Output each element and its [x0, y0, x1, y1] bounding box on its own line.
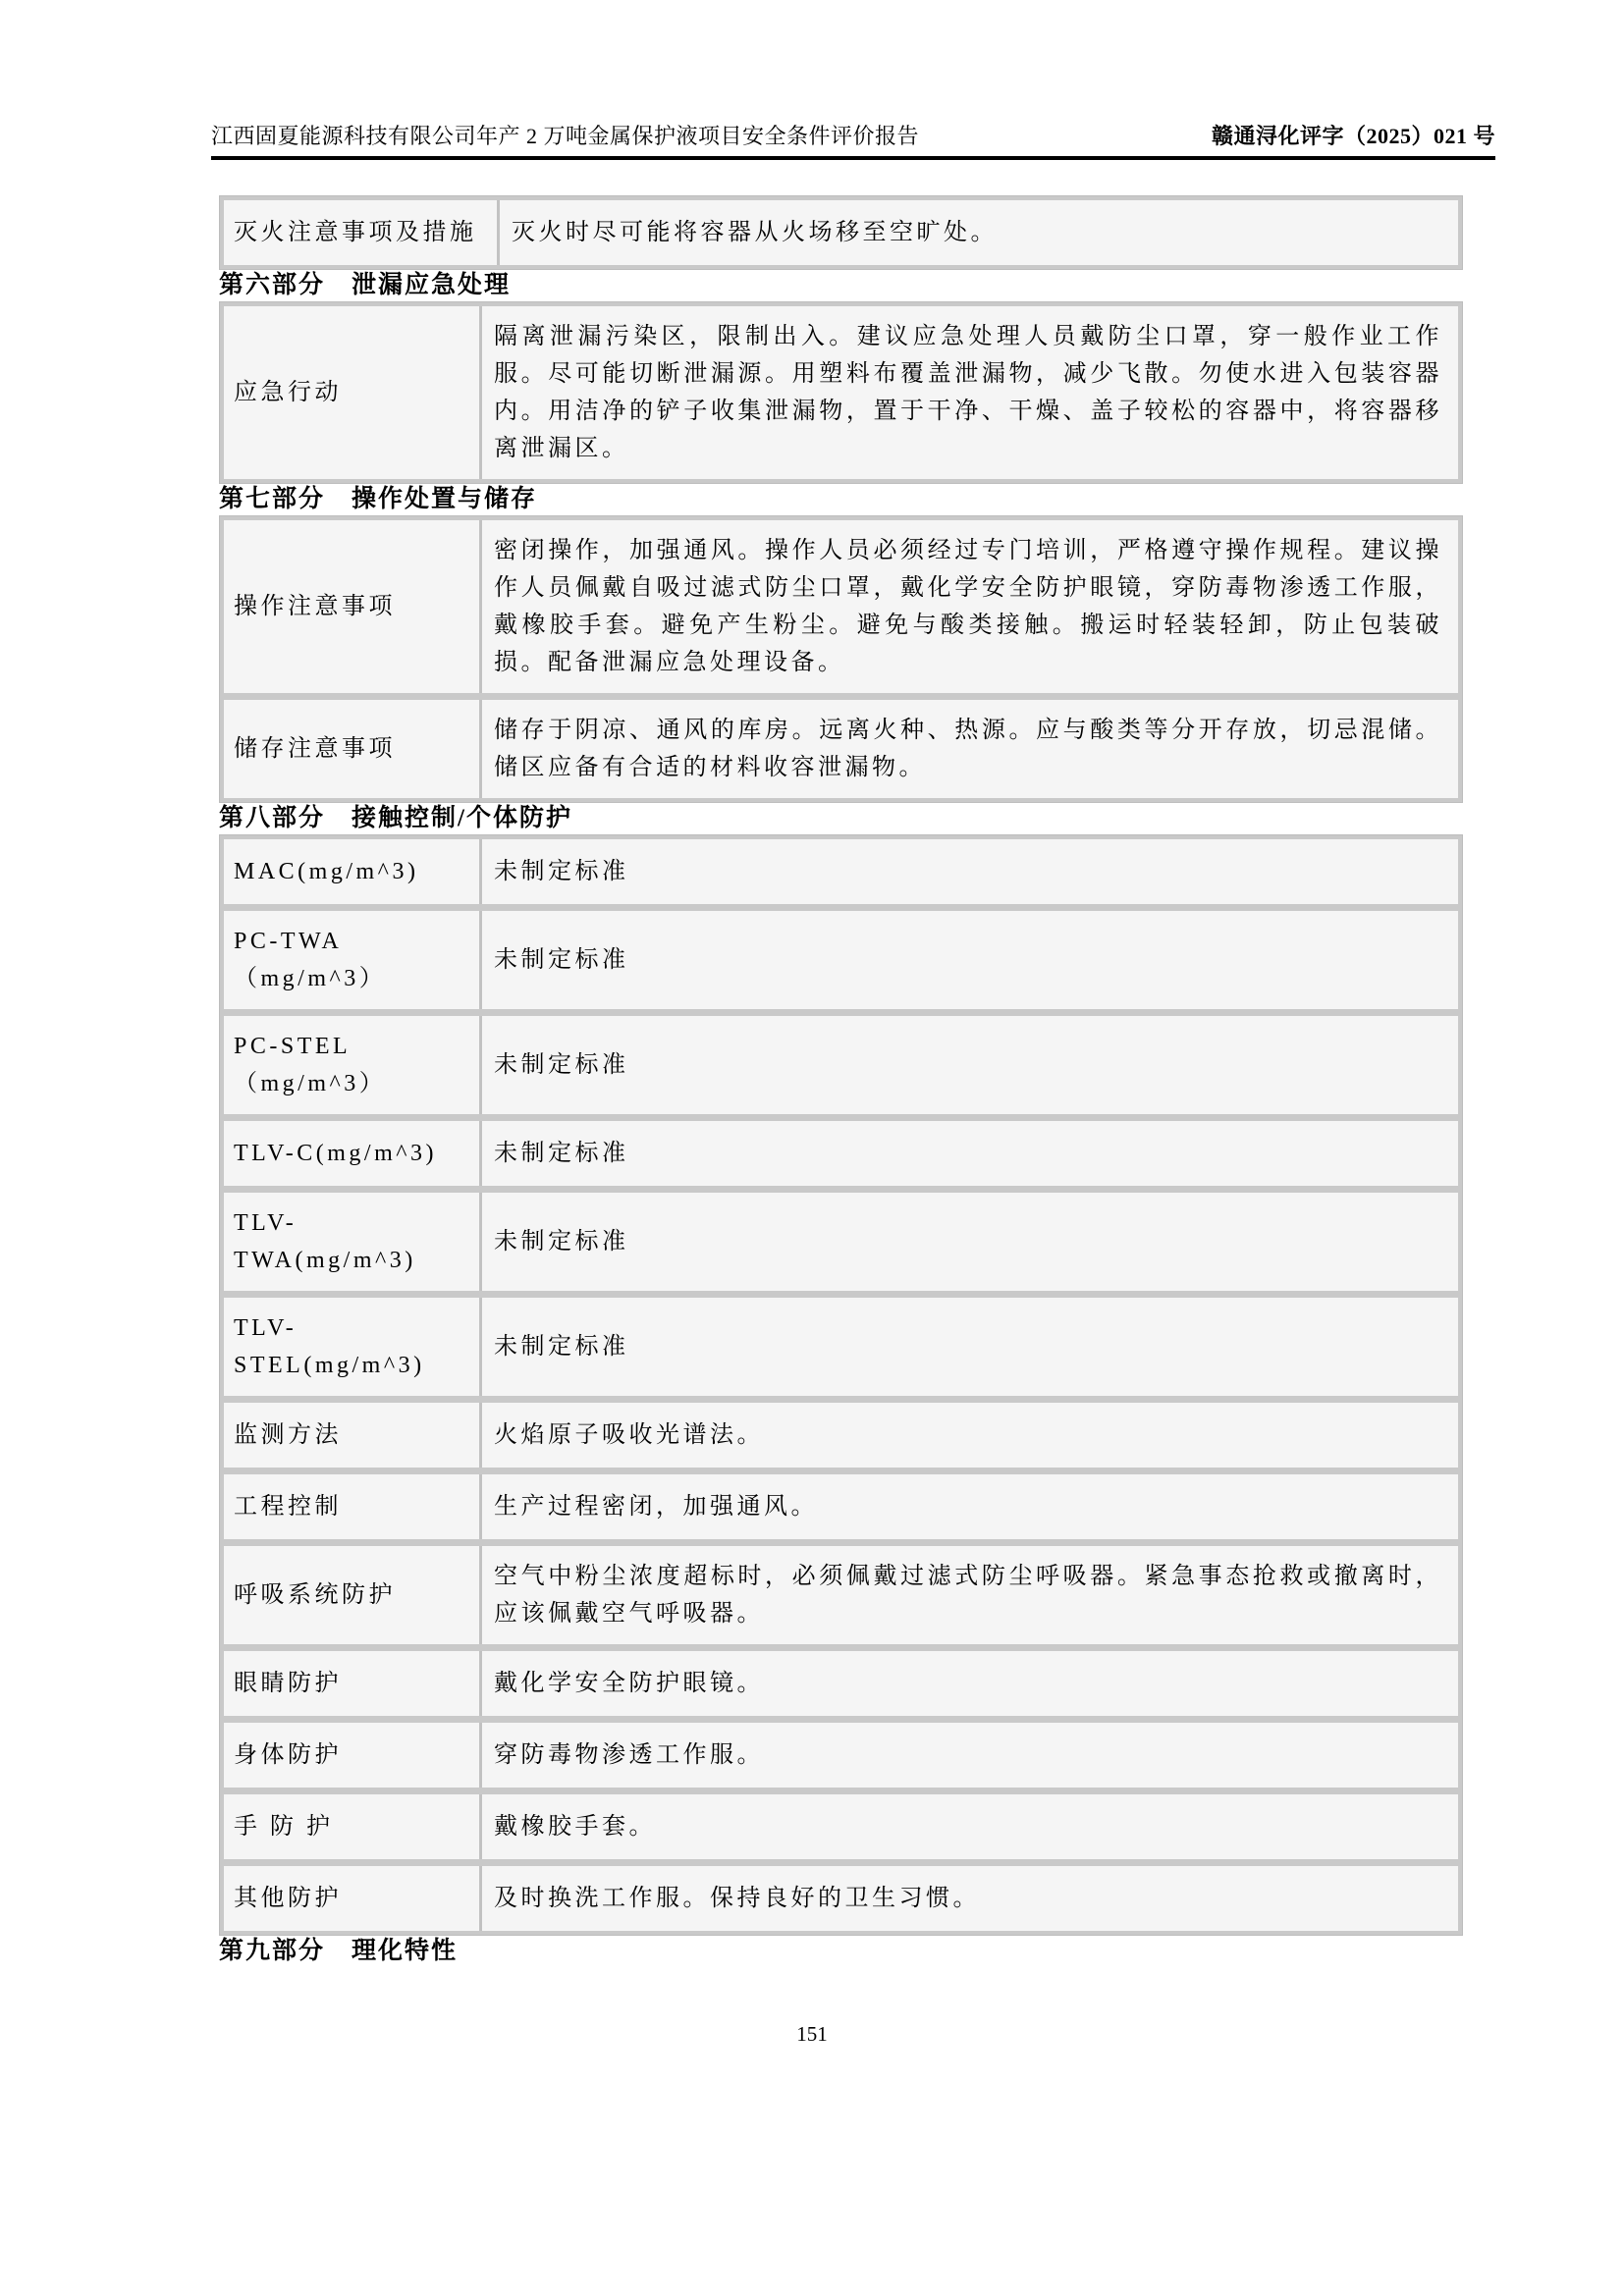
row-label: 其他防护: [224, 1866, 482, 1931]
row-label: 工程控制: [224, 1474, 482, 1539]
header-report-title: 江西固夏能源科技有限公司年产 2 万吨金属保护液项目安全条件评价报告: [211, 124, 920, 148]
table-row: [224, 1403, 1458, 1468]
table-row: [224, 1651, 1458, 1716]
row-value: 隔离泄漏污染区，限制出入。建议应急处理人员戴防尘口罩，穿一般作业工作服。尽可能切断泄漏源。用塑料布覆盖泄漏物，减少飞散。勿使水进入包装容器内。用洁净的铲子收集泄漏物，置于干净、干燥、盖子较松的容器中，将容器移离泄漏区。: [494, 324, 1442, 461]
row-value: 火焰原子吸收光谱法。: [494, 1422, 764, 1448]
row-value: 未制定标准: [494, 1334, 629, 1360]
table-row: [224, 1866, 1458, 1931]
row-value: 戴橡胶手套。: [494, 1814, 656, 1840]
table-row: [224, 1794, 1458, 1859]
table-row: [224, 1546, 1458, 1644]
row-value: 储存于阴凉、通风的库房。远离火种、热源。应与酸类等分开存放，切忌混储。储区应备有合适的材料收容泄漏物。: [494, 718, 1442, 780]
section-title-handling-storage: 第七部分 操作处置与储存: [219, 486, 538, 512]
page-header: [211, 0, 1495, 160]
table-row: [224, 520, 1458, 693]
row-label: TLV-TWA(mg/m^3): [224, 1193, 482, 1291]
row-value: 穿防毒物渗透工作服。: [494, 1742, 764, 1768]
table-row: [224, 306, 1458, 479]
table-row: [224, 911, 1458, 1009]
row-value: 未制定标准: [494, 859, 629, 884]
row-label: 眼睛防护: [224, 1651, 482, 1716]
row-value: 及时换洗工作服。保持良好的卫生习惯。: [494, 1886, 980, 1911]
row-label: 应急行动: [224, 306, 482, 479]
section-title-leak-emergency: 第六部分 泄漏应急处理: [219, 272, 512, 298]
row-value: 未制定标准: [494, 1229, 629, 1255]
row-label: 身体防护: [224, 1723, 482, 1788]
table-row: [224, 1016, 1458, 1114]
row-label: 操作注意事项: [224, 520, 482, 693]
row-value: 生产过程密闭，加强通风。: [494, 1494, 818, 1520]
row-value: 灭火时尽可能将容器从火场移至空旷处。: [512, 220, 998, 245]
row-value: 未制定标准: [494, 1141, 629, 1166]
row-label: TLV-C(mg/m^3): [224, 1121, 482, 1186]
leak-emergency-table: [219, 301, 1463, 484]
table-row: [224, 700, 1458, 798]
row-value: 未制定标准: [494, 1052, 629, 1078]
table-row: [224, 1121, 1458, 1186]
row-label: 手 防 护: [224, 1794, 482, 1859]
table-row: [224, 1723, 1458, 1788]
table-row: [224, 839, 1458, 904]
header-doc-number: 赣通浔化评字（2025）021 号: [1211, 124, 1495, 148]
table-row: [224, 200, 1458, 265]
exposure-control-table: [219, 834, 1463, 1936]
section-title-exposure-control: 第八部分 接触控制/个体防护: [219, 805, 572, 831]
handling-storage-table: [219, 515, 1463, 803]
page-number: 151: [796, 2022, 828, 2046]
row-value: 密闭操作，加强通风。操作人员必须经过专门培训，严格遵守操作规程。建议操作人员佩戴自吸过滤式防尘口罩，戴化学安全防护眼镜，穿防毒物渗透工作服，戴橡胶手套。避免产生粉尘。避免与酸类接触。搬运时轻装轻卸，防止包装破损。配备泄漏应急处理设备。: [494, 538, 1442, 675]
section-title-physchem-properties: 第九部分 理化特性: [219, 1938, 459, 1964]
row-value: 未制定标准: [494, 947, 629, 973]
row-label: 储存注意事项: [224, 700, 482, 798]
row-value: 空气中粉尘浓度超标时，必须佩戴过滤式防尘呼吸器。紧急事态抢救或撤离时，应该佩戴空气呼吸器。: [494, 1564, 1442, 1627]
row-label: 监测方法: [224, 1403, 482, 1468]
row-label: 灭火注意事项及措施: [224, 200, 500, 265]
row-value: 戴化学安全防护眼镜。: [494, 1671, 764, 1696]
table-row: [224, 1298, 1458, 1396]
row-label: PC-STEL （mg/m^3）: [224, 1016, 482, 1114]
row-label: PC-TWA （mg/m^3）: [224, 911, 482, 1009]
fire-fighting-table: [219, 195, 1463, 270]
document-body: [219, 195, 1463, 1967]
table-row: [224, 1474, 1458, 1539]
row-label: TLV-STEL(mg/m^3): [224, 1298, 482, 1396]
row-label: MAC(mg/m^3): [224, 839, 482, 904]
table-row: [224, 1193, 1458, 1291]
row-label: 呼吸系统防护: [224, 1546, 482, 1644]
